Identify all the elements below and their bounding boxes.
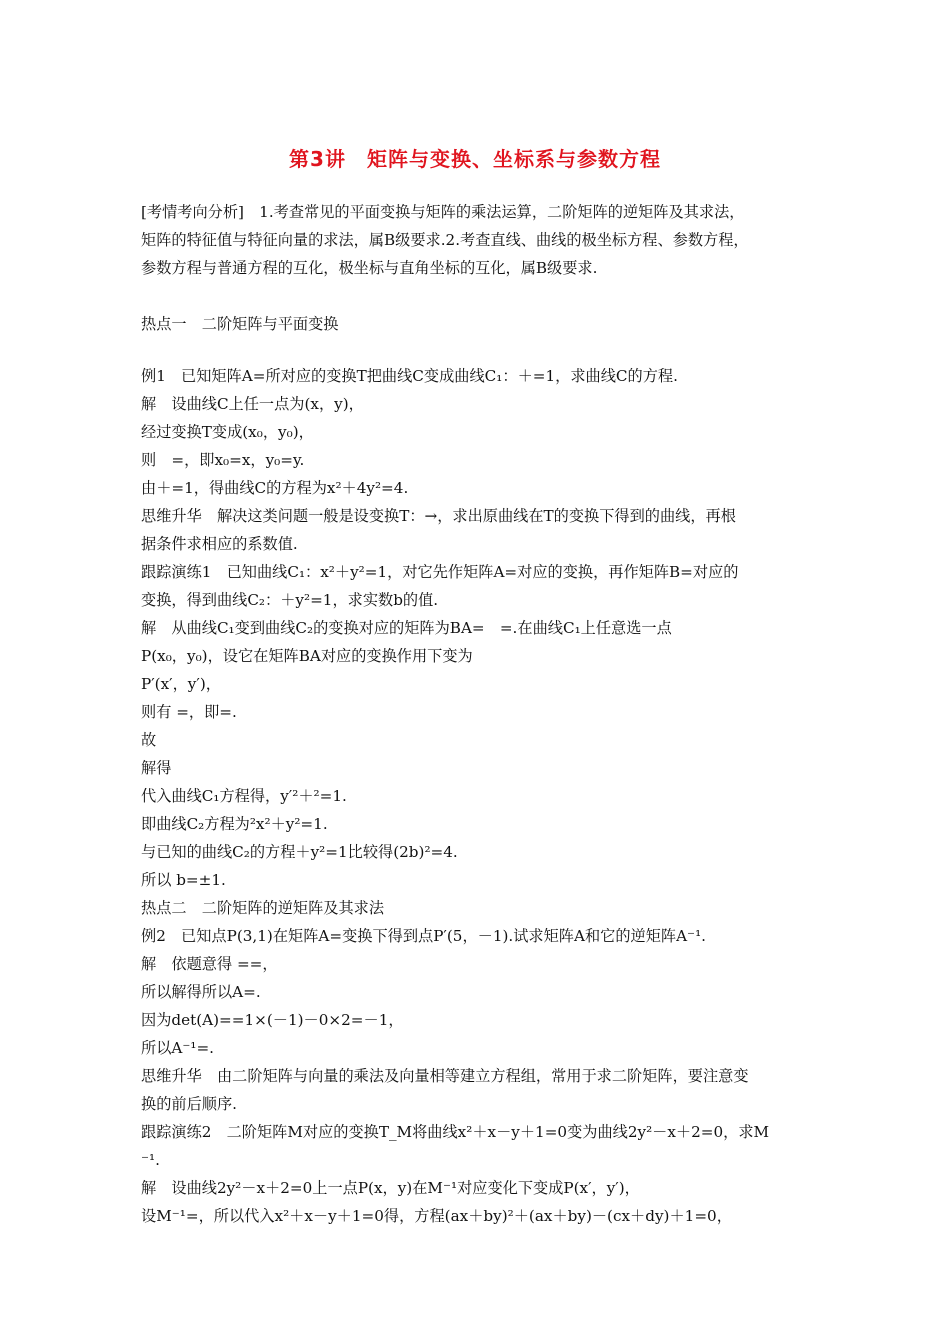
text-line: 思维升华 解决这类问题一般是设变换T：→，求出原曲线在T的变换下得到的曲线，再根 (141, 507, 736, 525)
text-line: 所以 b=±1. (141, 871, 226, 889)
text-line: 解 从曲线C₁变到曲线C₂的变换对应的矩阵为BA= =.在曲线C₁上任意选一点 (141, 619, 672, 637)
page-title: 第3讲 矩阵与变换、坐标系与参数方程 (289, 147, 661, 171)
text-line: 据条件求相应的系数值. (141, 535, 298, 553)
text-line: 所以A⁻¹=. (141, 1039, 215, 1057)
text-line: 换的前后顺序. (141, 1095, 237, 1113)
text-line: 解 设曲线C上任一点为(x，y)， (141, 395, 364, 413)
text-line: 解得 (141, 759, 172, 777)
text-line: 则有 =，即=. (141, 703, 237, 721)
document-body (141, 198, 813, 1230)
text-line: 经过变换T变成(x₀，y₀)， (141, 423, 314, 441)
text-line: 即曲线C₂方程为²x²＋y²=1. (141, 815, 328, 833)
text-line: 则 =，即x₀=x，y₀=y. (141, 451, 305, 469)
text-line: 代入曲线C₁方程得，y′²＋²=1. (141, 787, 347, 805)
text-line: 跟踪演练1 已知曲线C₁：x²＋y²=1，对它先作矩阵A=对应的变换，再作矩阵B=对应的 (141, 563, 739, 581)
text-line: P′(x′，y′)， (141, 675, 221, 693)
text-line: 所以解得所以A=. (141, 983, 261, 1001)
text-line: 因为det(A)==1×(－1)－0×2=－1， (141, 1011, 404, 1029)
section-heading-hotspot-2: 热点二 二阶矩阵的逆矩阵及其求法 (141, 899, 384, 917)
analysis-line: [考情考向分析] 1.考查常见的平面变换与矩阵的乘法运算，二阶矩阵的逆矩阵及其求法， (141, 203, 745, 221)
text-line: ⁻¹. (141, 1151, 160, 1169)
text-line: 与已知的曲线C₂的方程＋y²=1比较得(2b)²=4. (141, 843, 458, 861)
text-line: 解 依题意得 ==， (141, 955, 278, 973)
analysis-line: 矩阵的特征值与特征向量的求法，属B级要求.2.考查直线、曲线的极坐标方程、参数方程， (141, 231, 749, 249)
section-heading-hotspot-1: 热点一 二阶矩阵与平面变换 (141, 315, 339, 333)
text-line: P(x₀，y₀)，设它在矩阵BA对应的变换作用下变为 (141, 647, 473, 665)
text-line: 设M⁻¹=，所以代入x²＋x－y＋1=0得，方程(ax＋by)²＋(ax＋by)－(cx＋dy)＋1=0， (141, 1207, 732, 1225)
text-line: 例1 已知矩阵A=所对应的变换T把曲线C变成曲线C₁：＋=1，求曲线C的方程. (141, 367, 678, 385)
text-line: 故 (141, 731, 157, 749)
text-line: 变换，得到曲线C₂：＋y²=1，求实数b的值. (141, 591, 439, 609)
text-line: 由＋=1，得曲线C的方程为x²＋4y²=4. (141, 479, 409, 497)
text-line: 思维升华 由二阶矩阵与向量的乘法及向量相等建立方程组，常用于求二阶矩阵，要注意变 (141, 1067, 749, 1085)
text-line: 跟踪演练2 二阶矩阵M对应的变换T_M将曲线x²＋x－y＋1=0变为曲线2y²－x＋2=0，求M (141, 1123, 770, 1141)
analysis-line: 参数方程与普通方程的互化，极坐标与直角坐标的互化，属B级要求. (141, 259, 598, 277)
text-line: 例2 已知点P(3,1)在矩阵A=变换下得到点P′(5，－1).试求矩阵A和它的逆矩阵A⁻¹. (141, 927, 706, 945)
text-line: 解 设曲线2y²－x＋2=0上一点P(x，y)在M⁻¹对应变化下变成P(x′，y′)， (141, 1179, 640, 1197)
